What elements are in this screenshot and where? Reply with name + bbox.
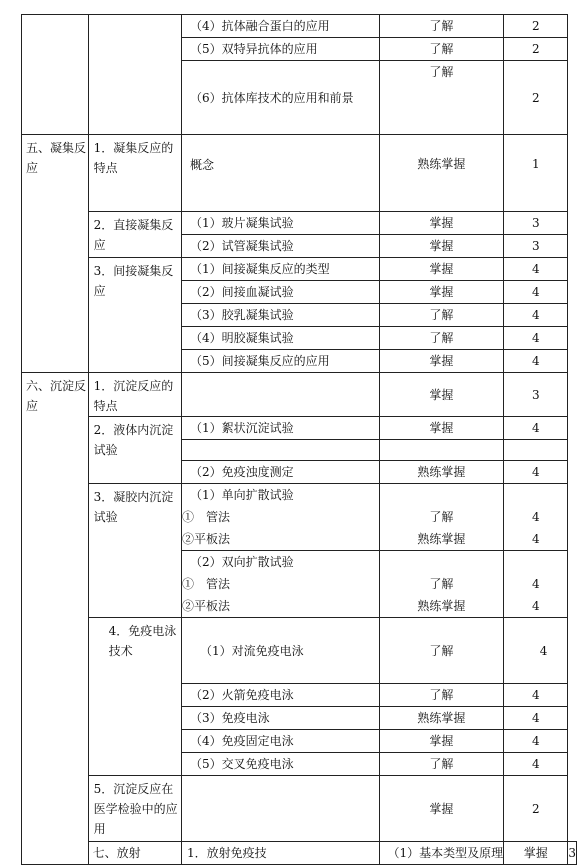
content-item-sub: ②平板法 [182, 532, 231, 546]
subtopic-cell: 1．放射免疫技 [182, 842, 380, 865]
level-cell: 掌握 [504, 842, 568, 865]
hours-cell: 4 [504, 327, 568, 350]
content-item-sub: ②平板法 [182, 599, 231, 613]
level-cell: 掌握 [379, 281, 504, 304]
level-cell: 掌握 [379, 350, 504, 373]
hours-cell: 3 [504, 235, 568, 258]
table-row [22, 15, 577, 38]
hours-cell [504, 484, 568, 551]
hours-text: 1 [531, 157, 540, 171]
hours-text: 4 [531, 510, 540, 524]
content-item-empty [182, 776, 380, 842]
content-item-empty [182, 440, 380, 461]
hours-cell: 4 [504, 350, 568, 373]
subtopic-cell: 2．直接凝集反应 [88, 212, 181, 258]
hours-cell: 4 [504, 753, 568, 776]
content-item: （4）明胶凝集试验 [182, 327, 380, 350]
level-cell [379, 135, 504, 212]
hours-cell: 2 [504, 15, 568, 38]
content-item: （4）免疫固定电泳 [182, 730, 380, 753]
table-row [22, 842, 577, 865]
level-cell: 掌握 [379, 258, 504, 281]
level-cell: 了解 [379, 15, 504, 38]
content-item [182, 551, 380, 618]
hours-cell: 3 [504, 212, 568, 235]
level-text: 熟练掌握 [417, 532, 466, 546]
hours-cell: 4 [504, 461, 568, 484]
table-row [22, 212, 577, 235]
level-cell: 了解 [379, 327, 504, 350]
level-cell: 掌握 [379, 417, 504, 440]
hours-cell: 2 [504, 38, 568, 61]
content-item: （5）交叉免疫电泳 [182, 753, 380, 776]
content-item-empty [182, 373, 380, 417]
hours-cell: 4 [504, 618, 568, 684]
content-item: （1）对流免疫电泳 [182, 618, 380, 684]
subtopic-cell: 5．沉淀反应在医学检验中的应用 [88, 776, 181, 842]
level-text: 了解 [429, 577, 454, 591]
hours-text: 4 [531, 532, 540, 546]
subtopic-cell: 4．免疫电泳技术 [88, 618, 181, 776]
hours-cell [504, 135, 568, 212]
level-cell: 了解 [379, 618, 504, 684]
hours-cell [504, 551, 568, 618]
unit-title: 六、沉淀反应 [22, 373, 89, 865]
content-item-text: 概念 [190, 158, 215, 172]
level-text: 了解 [429, 510, 454, 524]
level-cell: 掌握 [379, 212, 504, 235]
hours-cell: 4 [504, 258, 568, 281]
hours-cell: 4 [504, 417, 568, 440]
content-item [182, 135, 380, 212]
unit-cell-empty [22, 15, 89, 135]
content-item: （2）免疫浊度测定 [182, 461, 380, 484]
subtopic-cell: 3．间接凝集反应 [88, 258, 181, 373]
level-cell: 熟练掌握 [379, 707, 504, 730]
unit-title: 五、凝集反应 [22, 135, 89, 373]
level-cell: 了解 [379, 684, 504, 707]
hours-cell: 2 [504, 61, 568, 135]
content-item: （3）胶乳凝集试验 [182, 304, 380, 327]
content-item-heading: （2）双向扩散试验 [190, 555, 294, 569]
table-row [22, 618, 577, 684]
content-item: （1）玻片凝集试验 [182, 212, 380, 235]
table-row [22, 417, 577, 440]
content-item: （3）免疫电泳 [182, 707, 380, 730]
table-row [22, 373, 577, 417]
level-text: 熟练掌握 [417, 599, 466, 613]
content-item: （1）间接凝集反应的类型 [182, 258, 380, 281]
content-item-sub: ① 管法 [182, 577, 231, 591]
level-cell [379, 551, 504, 618]
content-item: （5）间接凝集反应的应用 [182, 350, 380, 373]
table-row [22, 258, 577, 281]
table-row [22, 135, 577, 212]
content-item: （1）基本类型及原理 [379, 842, 504, 865]
hours-cell: 4 [504, 281, 568, 304]
hours-cell: 4 [504, 707, 568, 730]
content-item: （6）抗体库技术的应用和前景 [182, 61, 380, 135]
hours-cell: 3 [568, 842, 577, 865]
content-item: （1）絮状沉淀试验 [182, 417, 380, 440]
level-cell: 了解 [379, 304, 504, 327]
content-item: （5）双特异抗体的应用 [182, 38, 380, 61]
content-item: （2）试管凝集试验 [182, 235, 380, 258]
hours-cell: 4 [504, 684, 568, 707]
content-item-sub: ① 管法 [182, 510, 231, 524]
level-cell [379, 61, 504, 135]
table-row [22, 484, 577, 551]
level-cell: 掌握 [379, 776, 504, 842]
content-item-heading: （1）单向扩散试验 [190, 488, 294, 502]
hours-text: 4 [531, 599, 540, 613]
content-item: （4）抗体融合蛋白的应用 [182, 15, 380, 38]
hours-text: 4 [531, 577, 540, 591]
level-cell: 掌握 [379, 235, 504, 258]
subtopic-cell: 3．凝胶内沉淀试验 [88, 484, 181, 618]
subtopic-cell: 2．液体内沉淀试验 [88, 417, 181, 484]
level-cell: 掌握 [379, 730, 504, 753]
content-item: （2）间接血凝试验 [182, 281, 380, 304]
syllabus-table [21, 14, 577, 865]
hours-cell: 4 [504, 730, 568, 753]
hours-cell: 2 [504, 776, 568, 842]
level-text: 了解 [429, 65, 454, 79]
level-cell-empty [379, 440, 504, 461]
subtopic-cell: 1．沉淀反应的特点 [88, 373, 181, 417]
content-item: （2）火箭免疫电泳 [182, 684, 380, 707]
level-cell: 了解 [379, 753, 504, 776]
hours-cell: 3 [504, 373, 568, 417]
level-cell: 熟练掌握 [379, 461, 504, 484]
subtopic-cell: 1．凝集反应的特点 [88, 135, 181, 212]
content-item [182, 484, 380, 551]
hours-cell-empty [504, 440, 568, 461]
table-row [22, 776, 577, 842]
subtopic-cell-empty [88, 15, 181, 135]
level-text: 熟练掌握 [417, 157, 466, 171]
level-cell: 了解 [379, 38, 504, 61]
level-cell: 掌握 [379, 373, 504, 417]
level-cell [379, 484, 504, 551]
unit-title: 七、放射 [88, 842, 181, 865]
hours-cell: 4 [504, 304, 568, 327]
